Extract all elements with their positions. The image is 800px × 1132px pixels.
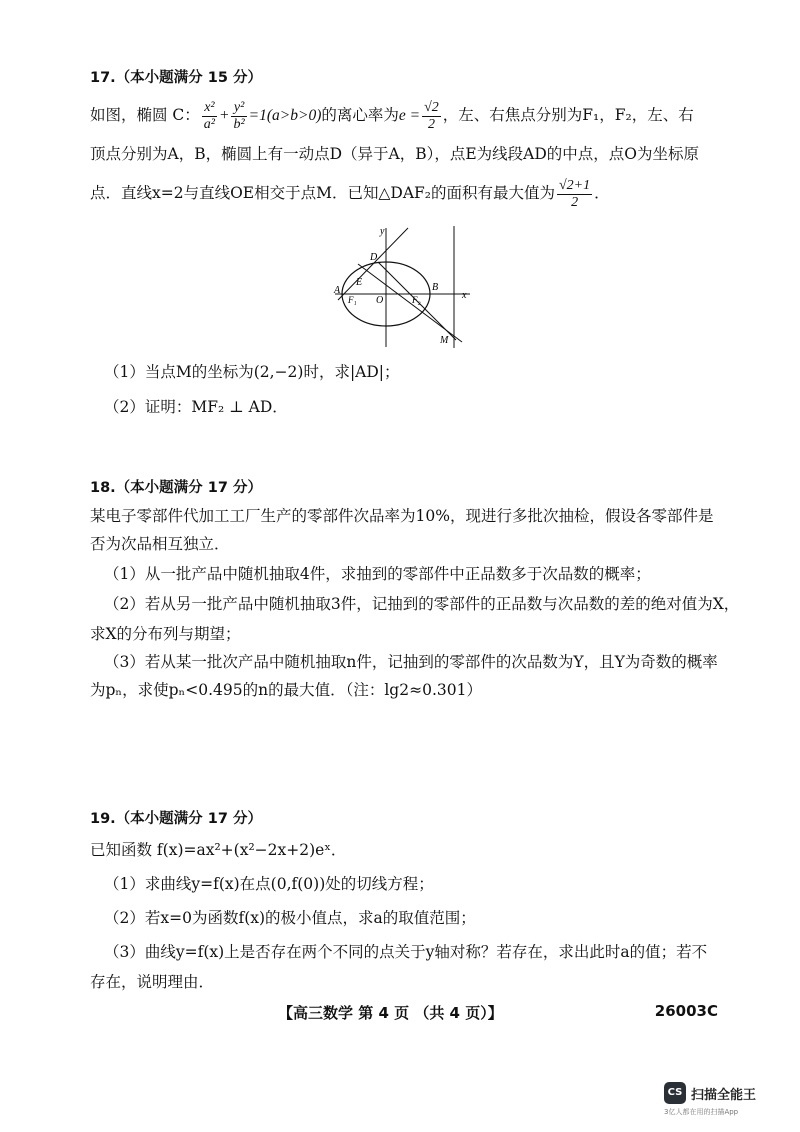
fraction-sqrt2-over-2: $\frac{√2}{2}$ xyxy=(424,99,439,132)
q18-part-2b: 求X的分布列与期望； xyxy=(90,625,241,643)
q18-part-3: （3）若从某一批次产品中随机抽取n件，记抽到的零部件的次品数为Y，且Y为奇数的概率 xyxy=(104,653,718,671)
fraction-y2-b2: $\frac{\text{y²}}{\text{b²}}$ xyxy=(233,99,245,132)
label-m: M xyxy=(440,335,449,346)
q18-line-1: 某电子零部件代加工工厂生产的零部件次品率为10%，现进行多批次抽检，假设各零部件是 xyxy=(90,507,714,525)
q19-part-2: （2）若x=0为函数f(x)的极小值点，求a的取值范围； xyxy=(104,909,476,927)
watermark-app-name: 扫描全能王 xyxy=(691,1088,757,1103)
line-ad xyxy=(338,228,408,300)
camscanner-logo-icon: CS xyxy=(664,1082,686,1104)
ellipse-figure xyxy=(330,222,480,352)
q17-part-2: （2）证明：MF₂ ⊥ AD． xyxy=(104,398,288,416)
scanner-watermark xyxy=(664,1082,782,1118)
q17-line-2: 顶点分别为A，B，椭圆上有一动点D（异于A，B），点E为线段AD的中点，点O为坐标原 xyxy=(90,145,699,163)
label-x: x xyxy=(462,290,467,301)
q17-line-3-text: 点．直线x=2与直线OE相交于点M．已知△DAF₂的面积有最大值为 xyxy=(90,184,555,202)
label-o: O xyxy=(376,295,384,306)
footer-page-info: 【高三数学 第 4 页 （共 4 页）】 xyxy=(278,1004,503,1022)
footer-exam-code: 26003C xyxy=(654,1002,718,1020)
q17-heading: 17.（本小题满分 15 分） xyxy=(90,70,262,86)
q17-intro-2: 的离心率为 xyxy=(321,106,399,124)
fraction-max-area: $\frac{√2+1}{2}$ xyxy=(559,177,591,210)
label-b: B xyxy=(432,282,439,293)
label-a: A xyxy=(334,285,341,296)
fraction-x2-a2: $\frac{\text{x²}}{\text{a²}}$ xyxy=(203,99,215,132)
plus-sign: + xyxy=(219,107,230,124)
label-f1: F₁ xyxy=(348,295,357,305)
q17-intro-line xyxy=(90,98,730,132)
q19-heading: 19.（本小题满分 17 分） xyxy=(90,811,262,827)
q18-part-2: （2）若从另一批产品中随机抽取3件，记抽到的零部件的正品数与次品数的差的绝对值为X， xyxy=(104,595,740,613)
label-f2: F₂ xyxy=(412,295,421,305)
label-e: E xyxy=(356,277,363,288)
q18-line-2: 否为次品相互独立． xyxy=(90,535,230,553)
q18-part-3b: 为pₙ，求使pₙ<0.495的n的最大值．（注：lg2≈0.301） xyxy=(90,681,482,699)
ellipse-condition: =1(a>b>0) xyxy=(248,107,322,124)
q17-line-3-end: ． xyxy=(594,184,610,202)
eccentricity-e: e = xyxy=(398,107,421,124)
label-d: D xyxy=(370,252,378,263)
page-footer xyxy=(0,1002,800,1026)
q19-part-3b: 存在，说明理由． xyxy=(90,973,215,991)
q19-line-1: 已知函数 f(x)=ax²+(x²−2x+2)eˣ． xyxy=(90,841,347,859)
q17-part-1: （1）当点M的坐标为(2,−2)时，求|AD|； xyxy=(104,363,400,381)
watermark-tagline: 3亿人都在用的扫描App xyxy=(664,1108,739,1116)
q17-intro-1: 如图，椭圆 C： xyxy=(90,106,200,124)
q17-intro-3: ，左、右焦点分别为F₁，F₂，左、右 xyxy=(442,106,694,124)
label-y: y xyxy=(380,226,385,237)
q18-part-1: （1）从一批产品中随机抽取4件，求抽到的零部件中正品数多于次品数的概率； xyxy=(104,565,651,583)
q19-part-1: （1）求曲线y=f(x)在点(0,f(0))处的切线方程； xyxy=(104,875,434,893)
q19-part-3: （3）曲线y=f(x)上是否存在两个不同的点关于y轴对称？若存在，求出此时a的值；若不 xyxy=(104,943,708,961)
q17-line-3 xyxy=(90,176,730,210)
q18-heading: 18.（本小题满分 17 分） xyxy=(90,480,262,496)
